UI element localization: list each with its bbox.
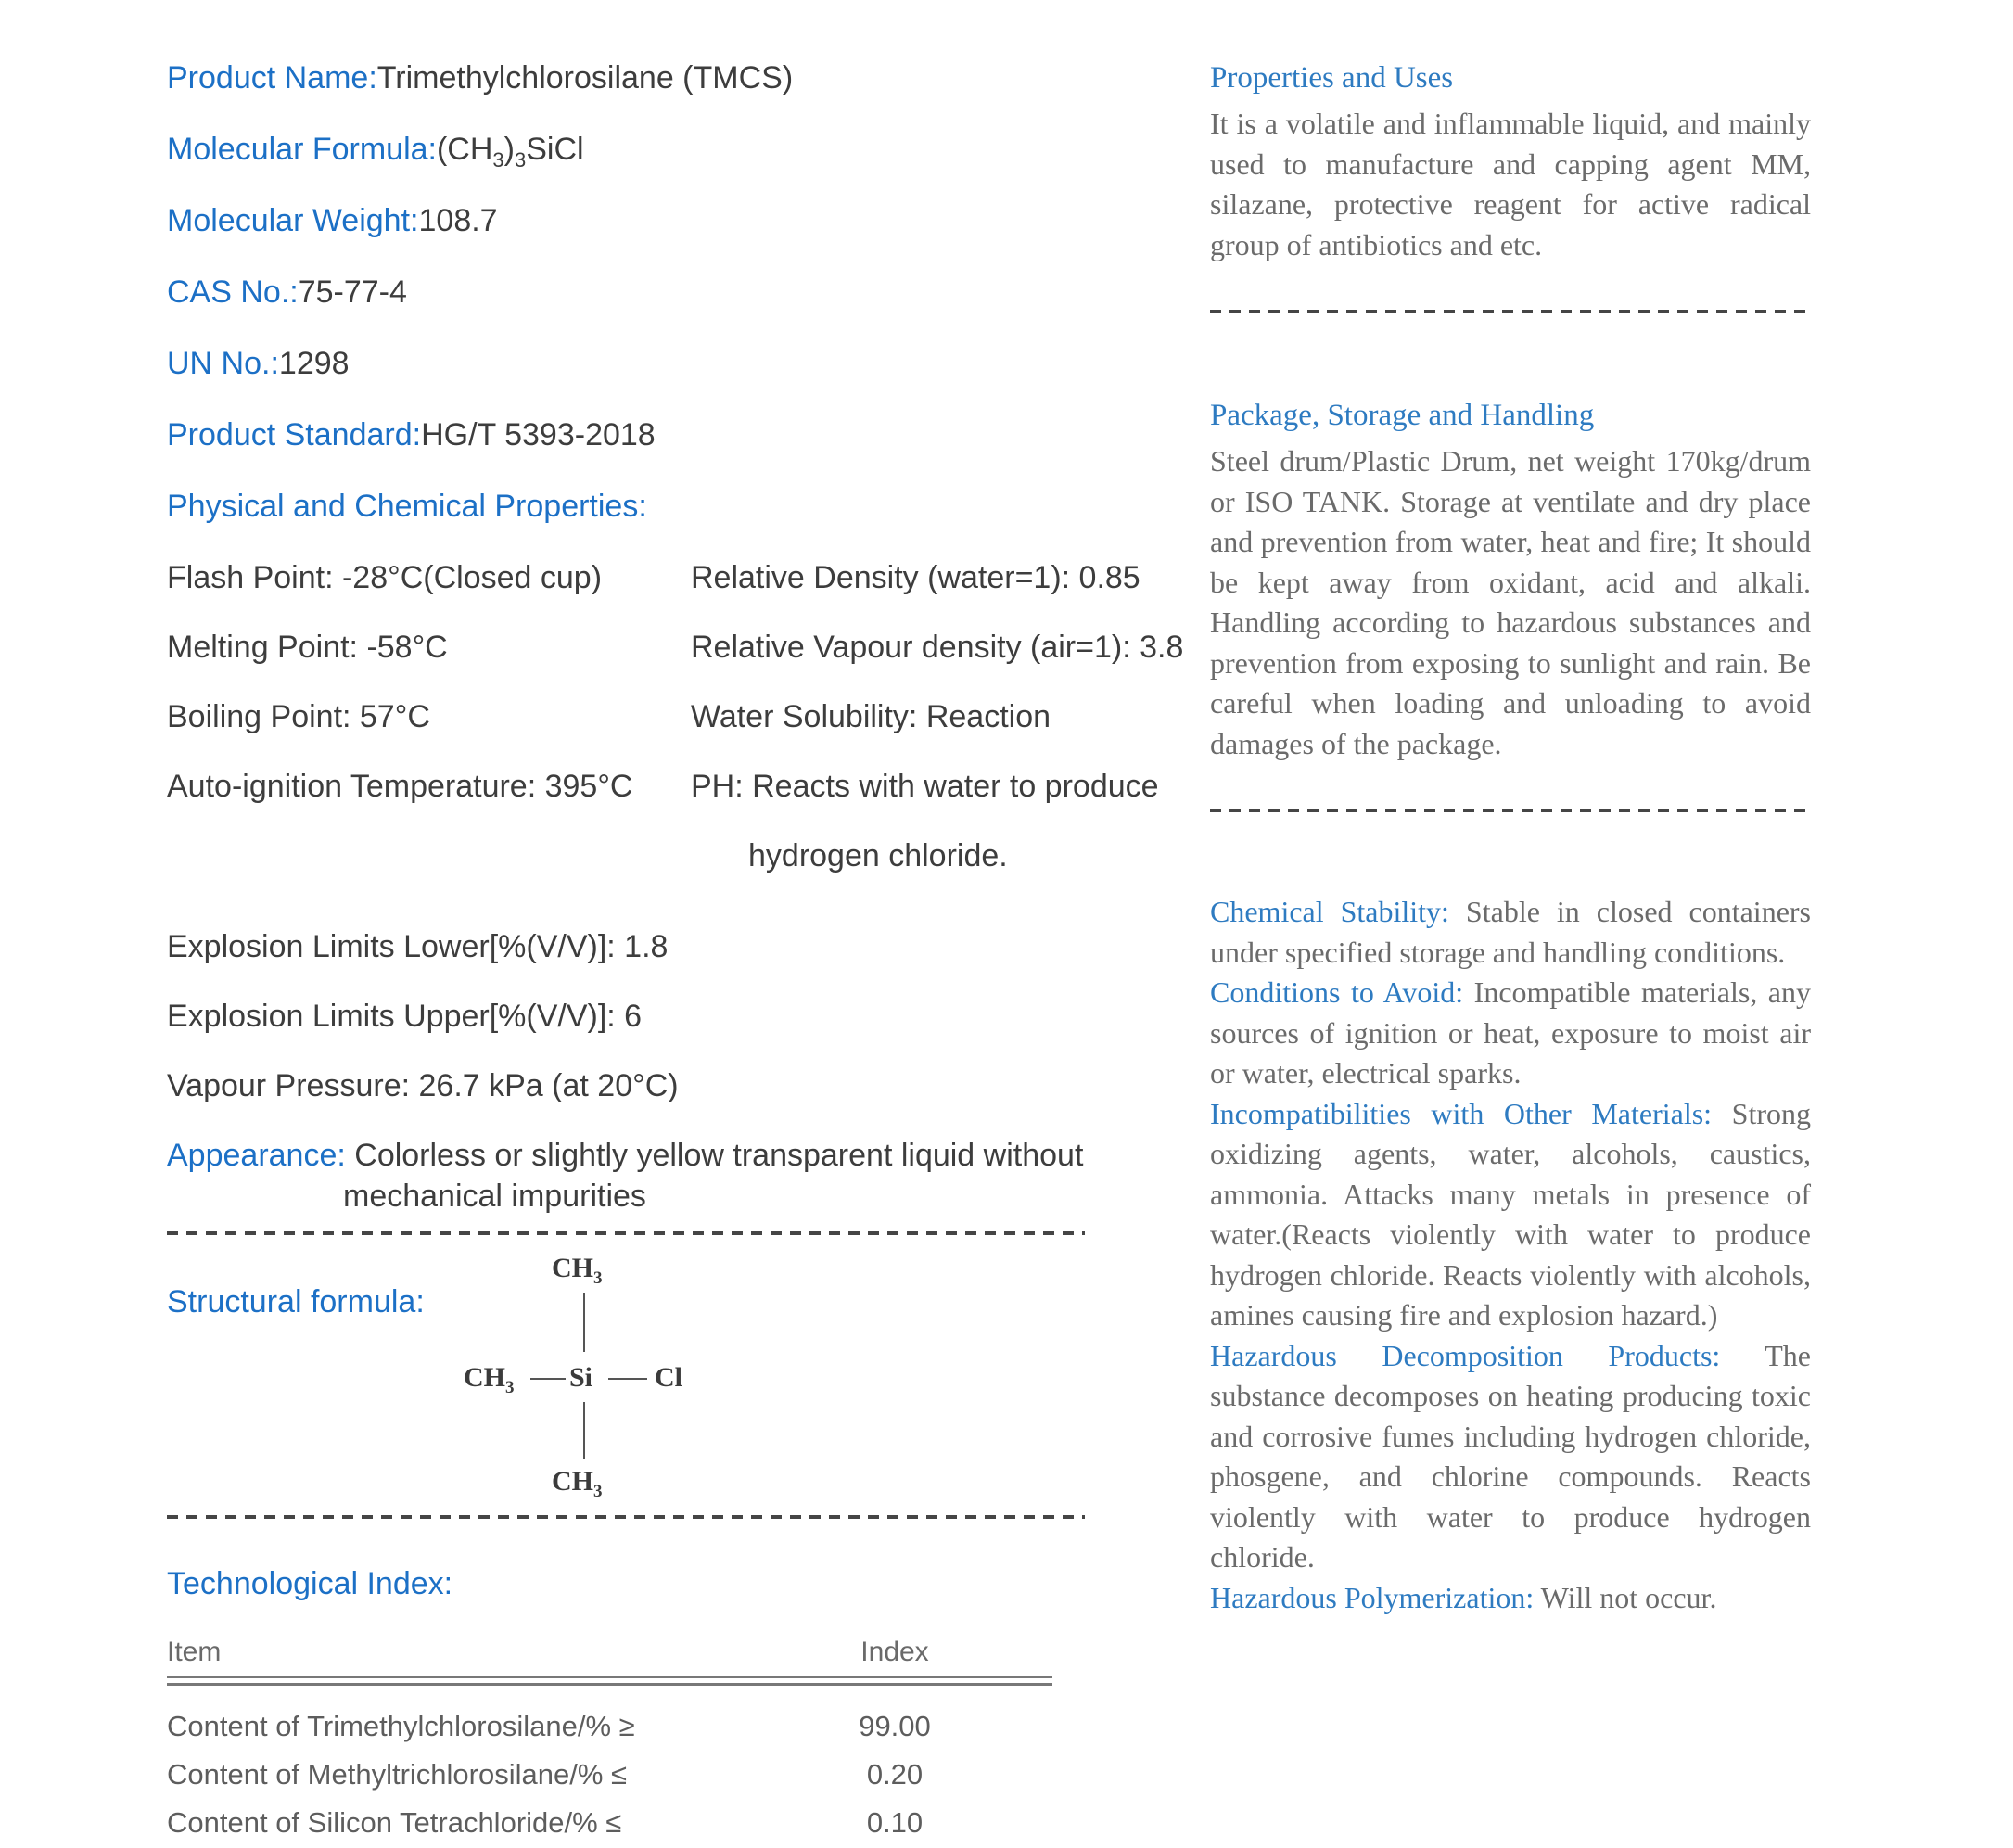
product-name-field (167, 57, 1094, 98)
appearance-label: Appearance: (167, 1138, 346, 1173)
row-item-silicon-tetrachloride: Content of Silicon Tetrachloride/% ≤ (167, 1806, 622, 1839)
structural-formula-diagram (464, 1252, 742, 1511)
incompatibilities-text: Strong oxidizing agents, water, alcohols, caustics, ammonia. Attacks many metals in presence of water.(Reacts violently with water to produce hydrogen chloride. Reacts violently with alcohols, amines causing fire and explosion hazard.) (1210, 1096, 1812, 1332)
conditions-to-avoid-text: Incompatible materials, any sources of ignition or heat, exposure to moist air or water, electrical sparks. (1210, 975, 1811, 1090)
stability-sections (1210, 892, 1811, 1618)
technological-index-table (167, 1635, 1052, 1847)
ph-line2: hydrogen chloride. (748, 838, 1008, 873)
properties-and-uses-body: It is a volatile and inflammable liquid, and mainly used to manufacture and capping agent MM, silazane, protective reagent for active radical group of antibiotics and etc. (1210, 107, 1811, 261)
conditions-to-avoid-label: Conditions to Avoid: (1210, 975, 1464, 1009)
incompatibilities-section (1210, 1094, 1811, 1336)
column-header-item: Item (167, 1637, 222, 1667)
table-row (167, 1702, 1052, 1751)
product-name-label: Product Name: (167, 60, 377, 96)
package-storage-heading: Package, Storage and Handling (1210, 399, 1595, 432)
column-header-index: Index (860, 1637, 929, 1667)
vapour-pressure: Vapour Pressure: 26.7 kPa (at 20°C) (167, 1068, 679, 1103)
chemical-stability-section (1210, 892, 1811, 973)
properties-and-uses-heading: Properties and Uses (1210, 61, 1454, 95)
left-divider-2 (167, 1515, 1085, 1519)
table-body (167, 1702, 1052, 1847)
row-index-trimethylchlorosilane: 99.00 (859, 1710, 931, 1742)
cas-no-field (167, 272, 1094, 312)
left-divider-1 (167, 1231, 1085, 1235)
flash-point: Flash Point: -28°C(Closed cup) (167, 560, 603, 595)
silicon-atom: Si (569, 1362, 593, 1393)
chemical-stability-label: Chemical Stability: (1210, 895, 1449, 928)
molecular-formula-field (167, 129, 1094, 170)
appearance-field (167, 1135, 1094, 1217)
right-column (1210, 57, 1811, 1618)
cas-no-label: CAS No.: (167, 274, 299, 310)
molecular-weight-value: 108.7 (418, 203, 498, 238)
molecular-weight-label: Molecular Weight: (167, 203, 419, 238)
explosion-limits-upper: Explosion Limits Upper[%(V/V)]: 6 (167, 999, 643, 1034)
chemical-stability-text: Stable in closed containers under specified storage and handling conditions. (1210, 895, 1812, 969)
left-column (167, 57, 1184, 1847)
relative-vapour-density: Relative Vapour density (air=1): 3.8 (691, 630, 1184, 665)
product-standard-value: HG/T 5393-2018 (421, 417, 656, 452)
row-index-silicon-tetrachloride: 0.10 (866, 1806, 924, 1839)
bond-bottom (583, 1402, 585, 1459)
chlorine-atom: Cl (655, 1362, 682, 1393)
bond-left (530, 1378, 566, 1380)
table-header-row (167, 1635, 1052, 1670)
hazardous-polymerization-text: Will not occur. (1534, 1580, 1717, 1614)
bond-right (608, 1378, 647, 1380)
explosion-limits-lower: Explosion Limits Lower[%(V/V)]: 1.8 (167, 929, 669, 964)
table-row (167, 1799, 1052, 1847)
incompatibilities-label: Incompatibilities with Other Materials: (1210, 1096, 1713, 1130)
table-header-rule (167, 1676, 1052, 1686)
molecular-formula-value: $(CH_3)_3SiCl$ (436, 132, 584, 172)
package-storage-body: Steel drum/Plastic Drum, net weight 170kg/drum or ISO TANK. Storage at ventilate and dry place and prevention from water, heat and fire; It should be kept away from oxidant, acid and alkali. Handling according to hazardous substances and prevention from exposing to sunlight and rain. Be careful when loading and unloading to avoid damages of the package. (1210, 444, 1811, 760)
un-no-label: UN No.: (167, 346, 279, 381)
water-solubility: Water Solubility: Reaction (691, 699, 1051, 734)
cas-no-value: 75-77-4 (298, 274, 407, 310)
physical-properties-heading: Physical and Chemical Properties: (167, 489, 647, 524)
conditions-to-avoid-section (1210, 973, 1811, 1094)
methyl-left: $CH_3$ (464, 1362, 515, 1397)
additional-properties (167, 926, 1094, 1106)
appearance-line1: Colorless or slightly yellow transparent liquid without (345, 1138, 1084, 1173)
row-index-methyltrichlorosilane: 0.20 (866, 1758, 924, 1791)
structural-formula-section (167, 1246, 1094, 1515)
product-standard-field (167, 414, 1094, 455)
hazardous-polymerization-label: Hazardous Polymerization: (1210, 1580, 1535, 1614)
hazardous-polymerization-section (1210, 1578, 1811, 1619)
ph-line1: PH: Reacts with water to produce (691, 769, 1159, 804)
right-divider-2 (1210, 809, 1811, 812)
bond-top (583, 1293, 585, 1352)
methyl-top: $CH_3$ (552, 1253, 603, 1288)
right-divider-1 (1210, 310, 1811, 313)
structural-formula-label: Structural formula: (167, 1284, 425, 1319)
hazardous-decomposition-label: Hazardous Decomposition Products: (1210, 1338, 1721, 1372)
product-standard-label: Product Standard: (167, 417, 422, 452)
boiling-point: Boiling Point: 57°C (167, 699, 430, 734)
table-row (167, 1751, 1052, 1799)
appearance-line2: mechanical impurities (343, 1179, 646, 1214)
hazardous-decomposition-section (1210, 1336, 1811, 1578)
molecular-formula-label: Molecular Formula: (167, 132, 437, 167)
methyl-bottom: $CH_3$ (552, 1466, 603, 1501)
auto-ignition-temperature: Auto-ignition Temperature: 395°C (167, 769, 633, 804)
row-item-trimethylchlorosilane: Content of Trimethylchlorosilane/% ≥ (167, 1710, 635, 1742)
row-item-methyltrichlorosilane: Content of Methyltrichlorosilane/% ≤ (167, 1758, 628, 1791)
technological-index-heading: Technological Index: (167, 1566, 453, 1601)
hazardous-decomposition-text: The substance decomposes on heating producing toxic and corrosive fumes including hydrogen chloride, phosgene, and chlorine compounds. Reacts violently with water to produce hydrogen chloride. (1210, 1338, 1812, 1574)
melting-point: Melting Point: -58°C (167, 630, 448, 665)
relative-density: Relative Density (water=1): 0.85 (691, 560, 1140, 595)
physical-properties-right (691, 557, 1184, 876)
physical-properties-left (167, 557, 691, 876)
product-name-value: Trimethylchlorosilane (TMCS) (376, 60, 794, 96)
molecular-weight-field (167, 200, 1094, 241)
un-no-value: 1298 (278, 346, 350, 381)
physical-properties-grid (167, 557, 1184, 876)
un-no-field (167, 343, 1094, 384)
